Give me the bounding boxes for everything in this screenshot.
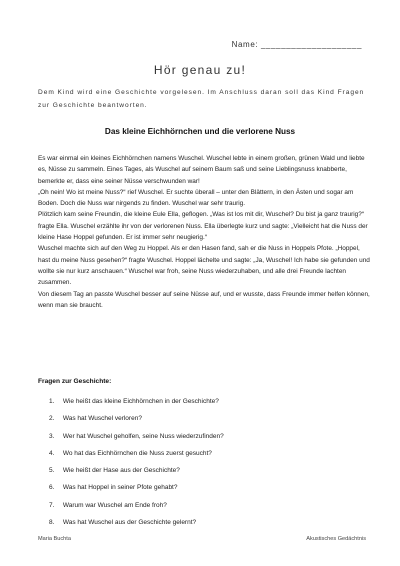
question-text: Wie heißt der Hase aus der Geschichte?: [62, 467, 180, 475]
question-number: 5.: [49, 467, 55, 475]
instruction-text: Dem Kind wird eine Geschichte vorgelesen. Im Anschluss daran soll das Kind Fragen zur Geschichte beantworten.: [38, 89, 365, 109]
story-paragraph: Plötzlich kam seine Freundin, die kleine Eule Ella, geflogen. „Was ist los mit dir, Wuschel? Du bist ja ganz traurig?“ fragte Ella. Wuschel erzählte ihr von der verlorenen Nuss. Ella überlegte kurz und sagte: „Vielleicht hat die Nuss der kleine Hase Hoppel gefunden. Er ist immer sehr neugierig.“: [38, 211, 368, 242]
question-text: Wer hat Wuschel geholfen, seine Nuss wiederzufinden?: [62, 432, 224, 440]
question-item: [49, 393, 224, 410]
name-field-line: Name: ____________________: [231, 40, 362, 49]
question-text: Was hat Wuschel aus der Geschichte gelernt?: [62, 519, 197, 527]
question-number: 1.: [49, 398, 55, 405]
question-number: 2.: [49, 415, 55, 423]
questions-list: [49, 393, 224, 531]
story-paragraph: Es war einmal ein kleines Eichhörnchen namens Wuschel. Wuschel lebte in einem großen, grünen Wald und liebte es, Nüsse zu sammeln. Eines Tages, als Wuschel auf seinem Baum saß und seine Lieblingsnuss knabberte, bemerkte er, dass eine seiner Nüsse verschwunden war!: [38, 155, 365, 185]
questions-heading: Fragen zur Geschichte:: [38, 378, 112, 385]
question-number: 3.: [49, 432, 55, 440]
page-title: Hör genau zu!: [153, 63, 247, 77]
question-text: Was hat Wuschel verloren?: [62, 415, 142, 423]
question-text: Was hat Hoppel in seiner Pfote gehabt?: [62, 484, 178, 492]
question-item: [49, 445, 224, 462]
question-text: Wie heißt das kleine Eichhörnchen in der Geschichte?: [62, 398, 219, 405]
footer-author: Maria Buchta: [38, 536, 71, 542]
question-item: [49, 514, 224, 531]
question-text: Warum war Wuschel am Ende froh?: [62, 501, 167, 509]
question-text: Wo hat das Eichhörnchen die Nuss zuerst gesucht?: [62, 449, 212, 457]
story-title: Das kleine Eichhörnchen und die verlorene Nuss: [104, 127, 296, 136]
question-number: 8.: [49, 519, 55, 527]
story-text: [38, 153, 370, 311]
story-paragraph: Von diesem Tag an passte Wuschel besser auf seine Nüsse auf, und er wusste, dass Freunde immer helfen können, wenn man sie braucht.: [38, 290, 370, 309]
question-item: [49, 428, 224, 445]
footer-topic: Akustisches Gedächtnis: [306, 536, 366, 542]
question-item: [49, 410, 224, 427]
question-number: 7.: [49, 501, 55, 509]
question-item: [49, 462, 224, 479]
question-number: 4.: [49, 449, 55, 457]
story-paragraph: „Oh nein! Wo ist meine Nuss?“ rief Wuschel. Er suchte überall – unter den Blättern, in den Ästen und sogar am Boden. Doch die Nuss war nirgends zu finden. Wuschel war sehr traurig.: [38, 188, 354, 208]
question-item: [49, 497, 224, 514]
story-paragraph: Wuschel machte sich auf den Weg zu Hoppel. Als er den Hasen fand, sah er die Nuss in Hoppels Pfote. „Hoppel, hast du meine Nuss gesehen?“ fragte Wuschel. Hoppel lächelte und sagte: „Ja, Wuschel! Ich habe sie gefunden und wollte sie nur kurz anschauen.“ Wuschel war froh, seine Nuss wiederzuhaben, und alle drei Freunde lachten zusammen.: [38, 245, 370, 287]
question-number: 6.: [49, 484, 55, 492]
question-item: [49, 479, 224, 496]
